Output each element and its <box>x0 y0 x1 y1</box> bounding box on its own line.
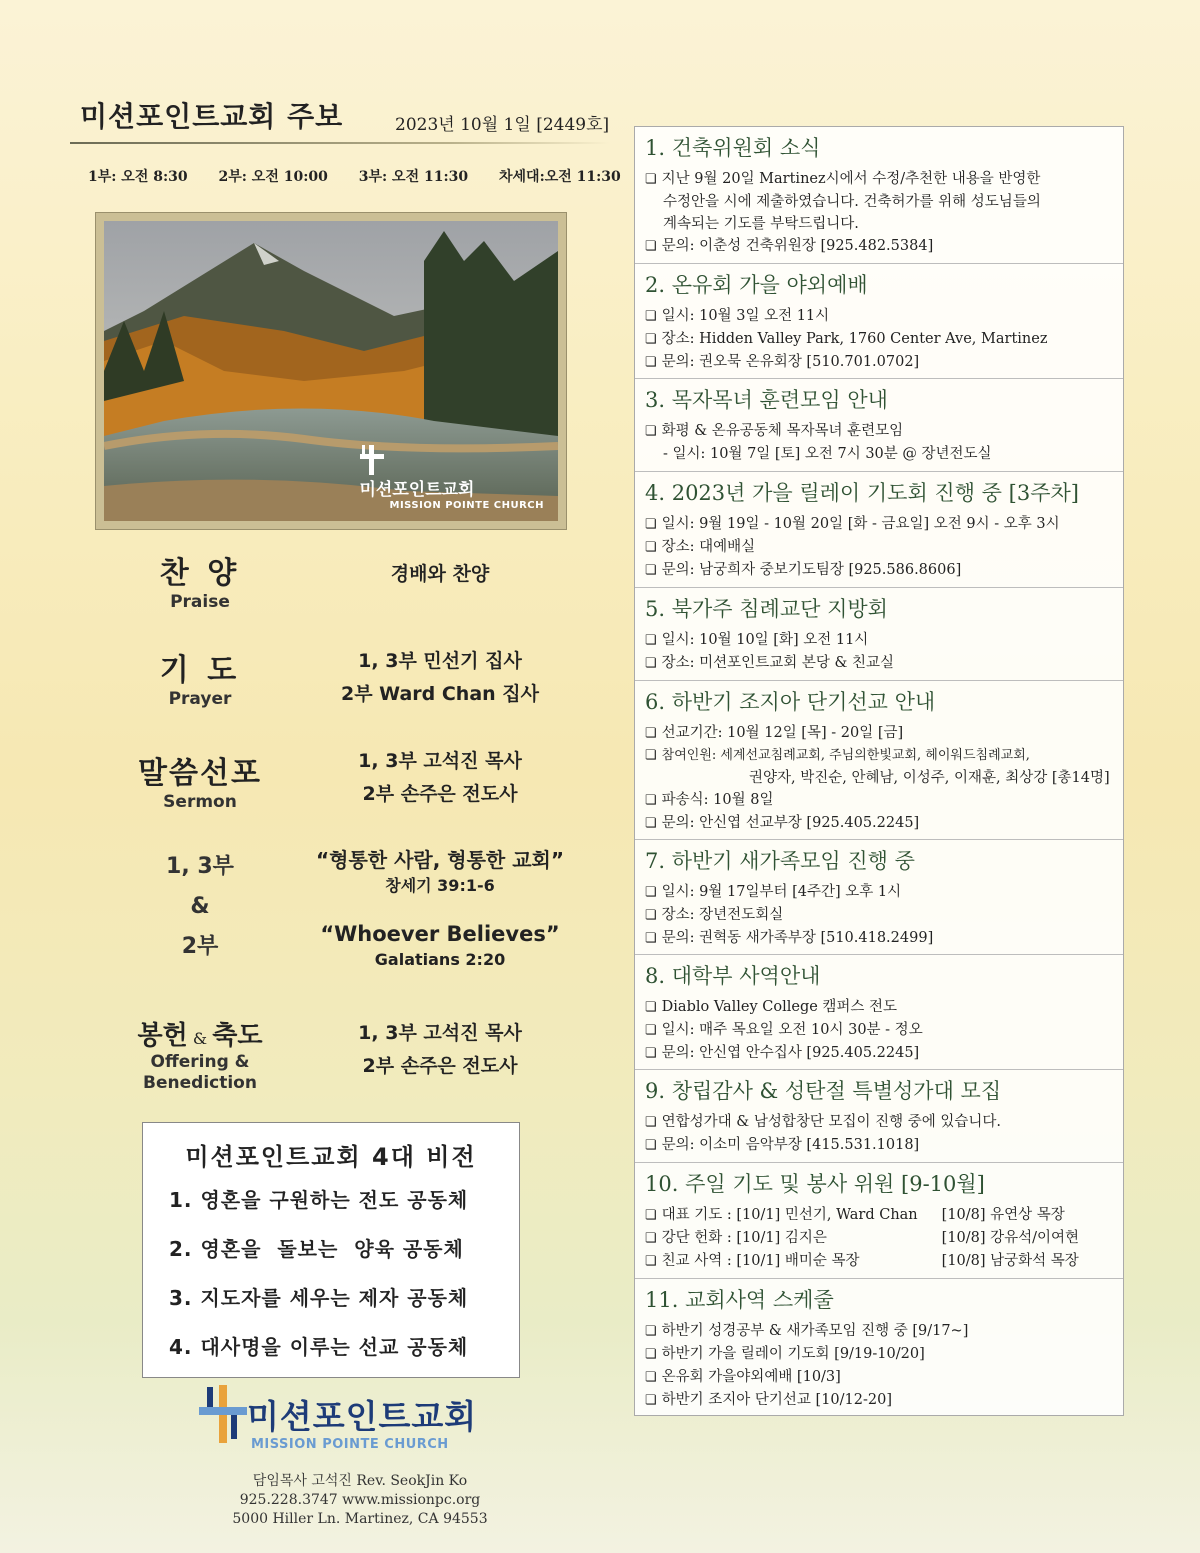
service-time-2: 2부: 오전 10:00 <box>218 169 328 185</box>
announcement-1-title: 1. 건축위원회 소식 <box>645 136 821 160</box>
offering-value <box>300 1017 580 1083</box>
announcement-line: ❏ 문의: 이소미 음악부장 [415.531.1018] <box>645 1134 1113 1157</box>
footer-contact <box>170 1472 550 1529</box>
prayer-label <box>110 645 290 709</box>
sermon-line-2: 2부 손주은 전도사 <box>362 783 518 805</box>
sermon-label <box>110 748 290 812</box>
vision-item-1: 1. 영혼을 구원하는 전도 공동체 <box>169 1188 469 1212</box>
announcement-line: ❏ 참여인원: 세계선교침례교회, 주님의한빛교회, 헤이워드침례교회, <box>645 745 1113 767</box>
announcement-7-title: 7. 하반기 새가족모임 진행 중 <box>645 849 915 873</box>
announcement-line: ❏ 문의: 안신엽 안수집사 [925.405.2245] <box>645 1042 1113 1065</box>
announcement-2-title: 2. 온유회 가을 야외예배 <box>645 273 868 297</box>
announcement-10 <box>635 1163 1123 1279</box>
announcements-panel <box>634 126 1124 1416</box>
logo-english: MISSION POINTE CHURCH <box>251 1437 449 1452</box>
announcement-line: ❏ 일시: 10월 10일 [화] 오전 11시 <box>645 629 1113 652</box>
announcement-9-title: 9. 창립감사 & 성탄절 특별성가대 모집 <box>645 1079 1002 1103</box>
announcement-3-title: 3. 목자목녀 훈련모임 안내 <box>645 388 888 412</box>
vision-item-3: 3. 지도자를 세우는 제자 공동체 <box>169 1286 469 1310</box>
announcement-5-title: 5. 북가주 침례교단 지방회 <box>645 597 888 621</box>
photo-church-logo <box>360 445 545 511</box>
offering-line-1: 1, 3부 고석진 목사 <box>358 1022 522 1044</box>
volunteer-row-3 <box>645 1250 1113 1273</box>
bulletin-date: 2023년 10월 1일 [2449호] <box>395 115 610 135</box>
photo-logo-korean: 미션포인트교회 <box>359 480 475 500</box>
announcement-8-title: 8. 대학부 사역안내 <box>645 964 821 988</box>
service-label-amp: & <box>190 894 210 919</box>
announcement-2 <box>635 264 1123 379</box>
announcement-line: 수정안을 시에 제출하였습니다. 건축허가를 위해 성도님들의 <box>663 194 1041 210</box>
announcement-line: 권양자, 박진순, 안혜남, 이성주, 이재훈, 최상강 [총14명] <box>749 770 1110 786</box>
announcement-line: ❏ 온유회 가을야외예배 [10/3] <box>645 1366 1113 1389</box>
announcement-line: ❏ 일시: 9월 17일부터 [4주간] 오후 1시 <box>645 881 1113 904</box>
praise-label <box>110 548 290 612</box>
announcement-line: ❏ 장소: 미션포인트교회 본당 & 친교실 <box>645 652 1113 675</box>
volunteer-cell: 친교 사역 : [10/1] 배미순 목장 <box>661 1253 860 1269</box>
praise-label-ko: 찬 양 <box>159 556 241 591</box>
offering-label-en-1: Offering & <box>150 1052 250 1072</box>
announcement-line: ❏ 문의: 안신엽 선교부장 [925.405.2245] <box>645 812 1113 835</box>
announcement-line: ❏ 일시: 매주 목요일 오전 10시 30분 - 정오 <box>645 1019 1113 1042</box>
sermon-line-1: 1, 3부 고석진 목사 <box>358 750 522 772</box>
announcement-line: ❏ 문의: 권오묵 온유회장 [510.701.0702] <box>645 351 1113 374</box>
volunteer-cell: [10/8] 유연상 목장 <box>941 1207 1065 1223</box>
announcement-line: ❏ 장소: Hidden Valley Park, 1760 Center Ave, Martinez <box>645 328 1113 351</box>
announcement-line: ❏ 선교기간: 10월 12일 [목] - 20일 [금] <box>645 722 1113 745</box>
photo-logo-english: MISSION POINTE CHURCH <box>389 500 544 511</box>
vision-title: 미션포인트교회 4대 비전 <box>185 1143 477 1171</box>
volunteer-row-1 <box>645 1204 1113 1227</box>
service-time-3: 3부: 오전 11:30 <box>358 169 469 185</box>
title-divider <box>70 142 610 144</box>
announcement-1 <box>635 127 1123 264</box>
announcement-5 <box>635 588 1123 681</box>
announcement-line: - 일시: 10월 7일 [토] 오전 7시 30분 @ 장년전도실 <box>663 446 992 462</box>
announcement-line: ❏ 일시: 10월 3일 오전 11시 <box>645 305 1113 328</box>
volunteer-cell: [10/8] 강유석/이여현 <box>941 1230 1080 1246</box>
volunteer-row-2 <box>645 1227 1113 1250</box>
footer-address: 5000 Hiller Ln. Martinez, CA 94553 <box>232 1511 488 1527</box>
volunteer-cell: 강단 헌화 : [10/1] 김지은 <box>661 1230 827 1246</box>
prayer-line-2: 2부 Ward Chan 집사 <box>340 683 540 705</box>
sermon-label-ko: 말씀선포 <box>138 756 262 791</box>
announcement-6 <box>635 681 1123 840</box>
vision-box <box>142 1122 520 1378</box>
announcement-4 <box>635 472 1123 588</box>
service-time-next-gen: 차세대:오전 11:30 <box>499 169 621 185</box>
praise-value: 경배와 찬양 <box>390 563 490 585</box>
announcement-3 <box>635 379 1123 472</box>
offering-line-2: 2부 손주은 전도사 <box>362 1055 518 1077</box>
sermon-value <box>300 745 580 811</box>
footer-pastor: 담임목사 고석진 Rev. SeokJin Ko <box>252 1473 468 1489</box>
announcement-line: ❏ 지난 9월 20일 Martinez시에서 수정/추천한 내용을 반영한 <box>645 168 1113 191</box>
announcement-line: ❏ 연합성가대 & 남성합창단 모집이 진행 중에 있습니다. <box>645 1111 1113 1134</box>
announcement-line: ❏ 장소: 대예배실 <box>645 536 1113 559</box>
announcement-4-title: 4. 2023년 가을 릴레이 기도회 진행 중 [3주차] <box>645 481 1079 505</box>
vision-item-2: 2. 영혼을 돌보는 양육 공동체 <box>169 1237 464 1261</box>
announcement-line: ❏ 화평 & 온유공동체 목자목녀 훈련모임 <box>645 420 1113 443</box>
cross-logo-icon <box>195 1385 247 1443</box>
announcement-line: ❏ 하반기 가을 릴레이 기도회 [9/19-10/20] <box>645 1343 1113 1366</box>
sermon-service-label <box>110 847 290 967</box>
cross-logo-icon <box>360 445 384 475</box>
bulletin-title: 미션포인트교회 주보 <box>80 100 344 133</box>
announcement-11 <box>635 1279 1123 1418</box>
sermon-title-korean: “형통한 사람, 형통한 교회” <box>316 848 564 872</box>
service-time-1: 1부: 오전 8:30 <box>88 169 188 185</box>
offering-amp: & <box>192 1029 208 1048</box>
announcement-line: 계속되는 기도를 부탁드립니다. <box>663 216 859 232</box>
announcement-11-title: 11. 교회사역 스케줄 <box>645 1288 834 1312</box>
benediction-ko: 축도 <box>212 1021 263 1051</box>
announcement-line: ❏ 일시: 9월 19일 - 10월 20일 [화 - 금요일] 오전 9시 - 오후 3시 <box>645 513 1113 536</box>
announcement-line: ❏ Diablo Valley College 캠퍼스 전도 <box>645 996 1113 1019</box>
cover-photo-frame <box>95 212 567 530</box>
sermon-title-english: “Whoever Believes” <box>320 922 560 946</box>
volunteer-cell: 대표 기도 : [10/1] 민선기, Ward Chan <box>661 1207 918 1223</box>
logo-korean: 미션포인트교회 <box>247 1396 478 1436</box>
offering-label-ko <box>110 1015 290 1052</box>
service-times <box>88 166 647 186</box>
praise-label-en: Praise <box>170 592 230 612</box>
announcement-10-title: 10. 주일 기도 및 봉사 위원 [9-10월] <box>645 1172 985 1196</box>
sermon-ref-korean: 창세기 39:1-6 <box>385 876 495 895</box>
announcement-line: ❏ 파송식: 10월 8일 <box>645 789 1113 812</box>
vision-item-4: 4. 대사명을 이루는 선교 공동체 <box>169 1335 469 1359</box>
announcement-line: ❏ 문의: 이춘성 건축위원장 [925.482.5384] <box>645 235 1113 258</box>
announcement-line: ❏ 장소: 장년전도회실 <box>645 904 1113 927</box>
prayer-line-1: 1, 3부 민선기 집사 <box>358 650 522 672</box>
footer-phone-web: 925.228.3747 www.missionpc.org <box>239 1492 481 1508</box>
service-label-2: 2부 <box>181 934 219 959</box>
prayer-label-en: Prayer <box>168 689 232 709</box>
offering-label-en-2: Benediction <box>143 1073 257 1093</box>
volunteer-cell: [10/8] 남궁화석 목장 <box>941 1253 1079 1269</box>
church-logo <box>195 1385 485 1452</box>
offering-ko: 봉헌 <box>137 1021 188 1051</box>
announcement-6-title: 6. 하반기 조지아 단기선교 안내 <box>645 690 936 714</box>
prayer-label-ko: 기 도 <box>159 653 241 688</box>
announcement-8 <box>635 955 1123 1070</box>
sermon-titles <box>300 847 580 973</box>
announcement-line: ❏ 하반기 성경공부 & 새가족모임 진행 중 [9/17~] <box>645 1320 1113 1343</box>
sermon-ref-english: Galatians 2:20 <box>374 950 506 969</box>
sermon-label-en: Sermon <box>163 792 237 812</box>
announcement-line: ❏ 하반기 조지아 단기선교 [10/12-20] <box>645 1389 1113 1412</box>
announcement-line: ❏ 문의: 권혁동 새가족부장 [510.418.2499] <box>645 927 1113 950</box>
offering-label <box>110 1015 290 1094</box>
cover-photo <box>104 221 558 521</box>
announcement-7 <box>635 840 1123 955</box>
announcement-9 <box>635 1070 1123 1163</box>
service-label-1-3: 1, 3부 <box>166 854 234 879</box>
announcement-line: ❏ 문의: 남궁희자 중보기도팀장 [925.586.8606] <box>645 559 1113 582</box>
prayer-value <box>300 645 580 711</box>
